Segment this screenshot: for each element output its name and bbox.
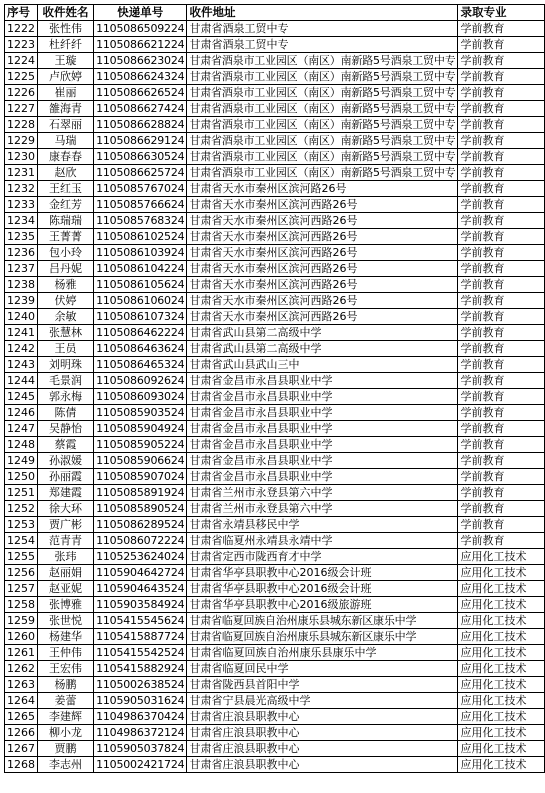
- row-major: 应用化工技术: [458, 757, 545, 773]
- row-major: 应用化工技术: [458, 677, 545, 693]
- table-row: [5, 437, 545, 453]
- row-major: 应用化工技术: [458, 741, 545, 757]
- row-major: 学前教育: [458, 69, 545, 85]
- row-id: 1239: [5, 293, 38, 309]
- row-address: 甘肃省临夏州永靖县永靖中学: [187, 533, 458, 549]
- row-id: 1259: [5, 613, 38, 629]
- row-major: 学前教育: [458, 309, 545, 325]
- row-name: 郭永梅: [38, 389, 94, 405]
- row-name: 卢欣婷: [38, 69, 94, 85]
- row-id: 1228: [5, 117, 38, 133]
- row-id: 1267: [5, 741, 38, 757]
- row-name: 张性伟: [38, 21, 94, 37]
- row-tracking-number: 1105086104224: [94, 261, 187, 277]
- row-name: 贾鹏: [38, 741, 94, 757]
- row-address: 甘肃省天水市秦州区滨河西路26号: [187, 261, 458, 277]
- row-tracking-number: 1105904642724: [94, 565, 187, 581]
- row-tracking-number: 1105085891924: [94, 485, 187, 501]
- row-name: 伏婷: [38, 293, 94, 309]
- header-major: 录取专业: [458, 5, 545, 21]
- row-name: 雒海青: [38, 101, 94, 117]
- row-id: 1226: [5, 85, 38, 101]
- row-id: 1266: [5, 725, 38, 741]
- table-row: [5, 597, 545, 613]
- row-id: 1261: [5, 645, 38, 661]
- row-major: 应用化工技术: [458, 597, 545, 613]
- row-address: 甘肃省兰州市永登县第六中学: [187, 485, 458, 501]
- row-id: 1253: [5, 517, 38, 533]
- row-tracking-number: 1105086072224: [94, 533, 187, 549]
- table-row: [5, 213, 545, 229]
- row-id: 1252: [5, 501, 38, 517]
- row-id: 1260: [5, 629, 38, 645]
- row-name: 郑建霞: [38, 485, 94, 501]
- row-id: 1237: [5, 261, 38, 277]
- row-name: 王员: [38, 341, 94, 357]
- row-major: 学前教育: [458, 37, 545, 53]
- row-id: 1268: [5, 757, 38, 773]
- header-id: 序号: [5, 5, 38, 21]
- row-tracking-number: 1105086465324: [94, 357, 187, 373]
- table-row: [5, 245, 545, 261]
- row-name: 李志州: [38, 757, 94, 773]
- row-tracking-number: 1105085890524: [94, 501, 187, 517]
- row-major: 学前教育: [458, 341, 545, 357]
- row-major: 学前教育: [458, 165, 545, 181]
- row-major: 应用化工技术: [458, 645, 545, 661]
- row-name: 孙丽霞: [38, 469, 94, 485]
- row-major: 学前教育: [458, 277, 545, 293]
- row-name: 刘明珠: [38, 357, 94, 373]
- table-row: [5, 373, 545, 389]
- table-row: [5, 293, 545, 309]
- row-id: 1225: [5, 69, 38, 85]
- row-major: 应用化工技术: [458, 565, 545, 581]
- row-name: 石翠丽: [38, 117, 94, 133]
- row-address: 甘肃省金昌市永昌县职业中学: [187, 389, 458, 405]
- row-id: 1251: [5, 485, 38, 501]
- table-row: [5, 85, 545, 101]
- row-name: 陈倩: [38, 405, 94, 421]
- table-row: [5, 357, 545, 373]
- row-major: 学前教育: [458, 437, 545, 453]
- row-address: 甘肃省庄浪县职教中心: [187, 725, 458, 741]
- row-major: 学前教育: [458, 53, 545, 69]
- row-address: 甘肃省金昌市永昌县职业中学: [187, 453, 458, 469]
- row-tracking-number: 1105086102524: [94, 229, 187, 245]
- row-major: 应用化工技术: [458, 581, 545, 597]
- row-id: 1234: [5, 213, 38, 229]
- row-name: 赵丽娟: [38, 565, 94, 581]
- row-address: 甘肃省金昌市永昌县职业中学: [187, 421, 458, 437]
- row-major: 应用化工技术: [458, 709, 545, 725]
- row-tracking-number: 1105085904924: [94, 421, 187, 437]
- row-id: 1238: [5, 277, 38, 293]
- row-id: 1235: [5, 229, 38, 245]
- row-major: 学前教育: [458, 533, 545, 549]
- row-major: 学前教育: [458, 485, 545, 501]
- row-address: 甘肃省武山县第二高级中学: [187, 325, 458, 341]
- row-tracking-number: 1105086103924: [94, 245, 187, 261]
- row-tracking-number: 1105002421724: [94, 757, 187, 773]
- table-row: [5, 341, 545, 357]
- row-name: 杨建华: [38, 629, 94, 645]
- row-address: 甘肃省金昌市永昌县职业中学: [187, 437, 458, 453]
- row-address: 甘肃省酒泉工贸中专: [187, 37, 458, 53]
- row-major: 学前教育: [458, 85, 545, 101]
- row-address: 甘肃省酒泉市工业园区（南区）南新路5号酒泉工贸中专: [187, 101, 458, 117]
- row-name: 崔丽: [38, 85, 94, 101]
- table-row: [5, 309, 545, 325]
- row-address: 甘肃省武山县武山三中: [187, 357, 458, 373]
- row-address: 甘肃省临夏回民中学: [187, 661, 458, 677]
- row-tracking-number: 1105086621224: [94, 37, 187, 53]
- row-name: 孙淑媛: [38, 453, 94, 469]
- row-id: 1222: [5, 21, 38, 37]
- row-address: 甘肃省天水市秦州区滨河西路26号: [187, 229, 458, 245]
- header-name: 收件姓名: [38, 5, 94, 21]
- row-tracking-number: 1105415882924: [94, 661, 187, 677]
- row-tracking-number: 1105086462224: [94, 325, 187, 341]
- table-row: [5, 101, 545, 117]
- row-id: 1242: [5, 341, 38, 357]
- row-name: 金红芳: [38, 197, 94, 213]
- row-major: 学前教育: [458, 389, 545, 405]
- row-id: 1232: [5, 181, 38, 197]
- row-id: 1264: [5, 693, 38, 709]
- row-address: 甘肃省定西市陇西育才中学: [187, 549, 458, 565]
- row-id: 1254: [5, 533, 38, 549]
- row-address: 甘肃省天水市秦州区滨河西路26号: [187, 213, 458, 229]
- row-address: 甘肃省陇西县首阳中学: [187, 677, 458, 693]
- row-address: 甘肃省临夏回族自治州康乐县城东新区康乐中学: [187, 629, 458, 645]
- row-address: 甘肃省金昌市永昌县职业中学: [187, 405, 458, 421]
- row-tracking-number: 1105086463624: [94, 341, 187, 357]
- row-name: 贾广彬: [38, 517, 94, 533]
- row-address: 甘肃省酒泉市工业园区（南区）南新路5号酒泉工贸中专: [187, 69, 458, 85]
- row-major: 学前教育: [458, 453, 545, 469]
- row-id: 1248: [5, 437, 38, 453]
- row-id: 1236: [5, 245, 38, 261]
- row-major: 学前教育: [458, 261, 545, 277]
- row-major: 应用化工技术: [458, 725, 545, 741]
- row-tracking-number: 1105085906624: [94, 453, 187, 469]
- row-major: 学前教育: [458, 21, 545, 37]
- row-major: 学前教育: [458, 213, 545, 229]
- row-tracking-number: 1105086628824: [94, 117, 187, 133]
- row-address: 甘肃省酒泉市工业园区（南区）南新路5号酒泉工贸中专: [187, 133, 458, 149]
- row-address: 甘肃省酒泉市工业园区（南区）南新路5号酒泉工贸中专: [187, 53, 458, 69]
- row-major: 学前教育: [458, 469, 545, 485]
- row-major: 学前教育: [458, 101, 545, 117]
- row-major: 学前教育: [458, 517, 545, 533]
- row-address: 甘肃省金昌市永昌县职业中学: [187, 469, 458, 485]
- row-address: 甘肃省酒泉市工业园区（南区）南新路5号酒泉工贸中专: [187, 117, 458, 133]
- table-row: [5, 229, 545, 245]
- header-tracking: 快递单号: [94, 5, 187, 21]
- row-name: 赵亚妮: [38, 581, 94, 597]
- table-row: [5, 165, 545, 181]
- row-id: 1224: [5, 53, 38, 69]
- row-name: 吕丹妮: [38, 261, 94, 277]
- row-major: 应用化工技术: [458, 693, 545, 709]
- row-address: 甘肃省华亭县职教中心2016级会计班: [187, 581, 458, 597]
- row-address: 甘肃省兰州市永登县第六中学: [187, 501, 458, 517]
- row-tracking-number: 1104986370424: [94, 709, 187, 725]
- row-address: 甘肃省酒泉工贸中专: [187, 21, 458, 37]
- row-name: 吴静怡: [38, 421, 94, 437]
- row-id: 1245: [5, 389, 38, 405]
- row-address: 甘肃省酒泉市工业园区（南区）南新路5号酒泉工贸中专: [187, 165, 458, 181]
- row-major: 学前教育: [458, 229, 545, 245]
- row-id: 1230: [5, 149, 38, 165]
- table-row: [5, 325, 545, 341]
- row-tracking-number: 1105905037824: [94, 741, 187, 757]
- row-address: 甘肃省天水市秦州区滨河路26号: [187, 181, 458, 197]
- row-name: 毛景润: [38, 373, 94, 389]
- row-address: 甘肃省武山县第二高级中学: [187, 341, 458, 357]
- row-major: 学前教育: [458, 501, 545, 517]
- row-address: 甘肃省庄浪县职教中心: [187, 741, 458, 757]
- row-tracking-number: 1105085766624: [94, 197, 187, 213]
- row-name: 赵欣: [38, 165, 94, 181]
- row-id: 1240: [5, 309, 38, 325]
- row-major: 学前教育: [458, 245, 545, 261]
- row-tracking-number: 1105086625724: [94, 165, 187, 181]
- row-tracking-number: 1105086105624: [94, 277, 187, 293]
- row-address: 甘肃省酒泉市工业园区（南区）南新路5号酒泉工贸中专: [187, 149, 458, 165]
- row-tracking-number: 1105086093024: [94, 389, 187, 405]
- row-address: 甘肃省临夏回族自治州康乐县康乐中学: [187, 645, 458, 661]
- table-row: [5, 517, 545, 533]
- row-address: 甘肃省庄浪县职教中心: [187, 757, 458, 773]
- row-tracking-number: 1105085767024: [94, 181, 187, 197]
- row-major: 学前教育: [458, 181, 545, 197]
- table-row: [5, 261, 545, 277]
- table-row: [5, 485, 545, 501]
- row-name: 康春春: [38, 149, 94, 165]
- row-address: 甘肃省金昌市永昌县职业中学: [187, 373, 458, 389]
- row-name: 陈瑞瑞: [38, 213, 94, 229]
- row-major: 学前教育: [458, 149, 545, 165]
- row-name: 马瑞: [38, 133, 94, 149]
- row-name: 包小玲: [38, 245, 94, 261]
- row-address: 甘肃省庄浪县职教中心: [187, 709, 458, 725]
- row-id: 1241: [5, 325, 38, 341]
- row-id: 1258: [5, 597, 38, 613]
- shipment-table: [4, 4, 545, 773]
- table-row: [5, 741, 545, 757]
- row-address: 甘肃省天水市秦州区滨河西路26号: [187, 309, 458, 325]
- row-tracking-number: 1105253624024: [94, 549, 187, 565]
- row-address: 甘肃省永靖县移民中学: [187, 517, 458, 533]
- row-id: 1231: [5, 165, 38, 181]
- table-row: [5, 533, 545, 549]
- row-major: 应用化工技术: [458, 661, 545, 677]
- table-row: [5, 581, 545, 597]
- row-major: 学前教育: [458, 421, 545, 437]
- row-id: 1229: [5, 133, 38, 149]
- table-row: [5, 197, 545, 213]
- row-major: 应用化工技术: [458, 549, 545, 565]
- row-major: 学前教育: [458, 197, 545, 213]
- row-address: 甘肃省宁县晨光高级中学: [187, 693, 458, 709]
- row-id: 1250: [5, 469, 38, 485]
- row-tracking-number: 1105085768324: [94, 213, 187, 229]
- row-name: 张博雅: [38, 597, 94, 613]
- row-name: 李建辉: [38, 709, 94, 725]
- table-row: [5, 469, 545, 485]
- table-row: [5, 613, 545, 629]
- row-address: 甘肃省天水市秦州区滨河西路26号: [187, 293, 458, 309]
- row-name: 张慧林: [38, 325, 94, 341]
- row-tracking-number: 1105904643524: [94, 581, 187, 597]
- row-tracking-number: 1105905031624: [94, 693, 187, 709]
- table-row: [5, 117, 545, 133]
- table-row: [5, 645, 545, 661]
- row-major: 学前教育: [458, 357, 545, 373]
- row-tracking-number: 1105086627424: [94, 101, 187, 117]
- table-row: [5, 133, 545, 149]
- row-id: 1257: [5, 581, 38, 597]
- table-row: [5, 693, 545, 709]
- row-id: 1263: [5, 677, 38, 693]
- row-major: 学前教育: [458, 405, 545, 421]
- row-id: 1244: [5, 373, 38, 389]
- row-id: 1223: [5, 37, 38, 53]
- row-name: 余敏: [38, 309, 94, 325]
- row-name: 范青青: [38, 533, 94, 549]
- row-name: 柳小龙: [38, 725, 94, 741]
- row-tracking-number: 1105086289524: [94, 517, 187, 533]
- row-major: 学前教育: [458, 293, 545, 309]
- row-id: 1262: [5, 661, 38, 677]
- row-tracking-number: 1105903584924: [94, 597, 187, 613]
- row-major: 学前教育: [458, 325, 545, 341]
- row-major: 学前教育: [458, 133, 545, 149]
- row-name: 王仲伟: [38, 645, 94, 661]
- table-row: [5, 421, 545, 437]
- row-name: 张玮: [38, 549, 94, 565]
- row-address: 甘肃省酒泉市工业园区（南区）南新路5号酒泉工贸中专: [187, 85, 458, 101]
- row-address: 甘肃省临夏回族自治州康乐县城东新区康乐中学: [187, 613, 458, 629]
- header-address: 收件地址: [187, 5, 458, 21]
- row-id: 1233: [5, 197, 38, 213]
- row-name: 杨鹏: [38, 677, 94, 693]
- row-id: 1227: [5, 101, 38, 117]
- table-row: [5, 181, 545, 197]
- row-major: 学前教育: [458, 117, 545, 133]
- table-row: [5, 21, 545, 37]
- table-row: [5, 405, 545, 421]
- table-row: [5, 549, 545, 565]
- row-id: 1247: [5, 421, 38, 437]
- table-row: [5, 661, 545, 677]
- row-major: 应用化工技术: [458, 613, 545, 629]
- table-row: [5, 677, 545, 693]
- row-name: 王璇: [38, 53, 94, 69]
- row-name: 张世悦: [38, 613, 94, 629]
- table-row: [5, 389, 545, 405]
- row-tracking-number: 1105086630524: [94, 149, 187, 165]
- row-tracking-number: 1105415887724: [94, 629, 187, 645]
- row-id: 1265: [5, 709, 38, 725]
- row-major: 应用化工技术: [458, 629, 545, 645]
- row-id: 1255: [5, 549, 38, 565]
- row-tracking-number: 1105085905224: [94, 437, 187, 453]
- row-id: 1256: [5, 565, 38, 581]
- row-tracking-number: 1105002638524: [94, 677, 187, 693]
- table-row: [5, 565, 545, 581]
- table-row: [5, 53, 545, 69]
- row-tracking-number: 1104986372124: [94, 725, 187, 741]
- row-tracking-number: 1105085907024: [94, 469, 187, 485]
- row-tracking-number: 1105086509224: [94, 21, 187, 37]
- table-row: [5, 709, 545, 725]
- table-row: [5, 277, 545, 293]
- row-tracking-number: 1105086623024: [94, 53, 187, 69]
- row-tracking-number: 1105086626524: [94, 85, 187, 101]
- row-name: 王宏伟: [38, 661, 94, 677]
- header-row: [5, 5, 545, 21]
- row-name: 杨雅: [38, 277, 94, 293]
- row-id: 1246: [5, 405, 38, 421]
- row-address: 甘肃省华亭县职教中心2016级会计班: [187, 565, 458, 581]
- row-tracking-number: 1105086624324: [94, 69, 187, 85]
- row-name: 蔡霞: [38, 437, 94, 453]
- row-tracking-number: 1105086106024: [94, 293, 187, 309]
- row-tracking-number: 1105086629124: [94, 133, 187, 149]
- row-name: 杜纤纤: [38, 37, 94, 53]
- row-name: 徐大环: [38, 501, 94, 517]
- table-row: [5, 725, 545, 741]
- row-tracking-number: 1105086107324: [94, 309, 187, 325]
- row-major: 学前教育: [458, 373, 545, 389]
- row-tracking-number: 1105085903524: [94, 405, 187, 421]
- row-tracking-number: 1105415542524: [94, 645, 187, 661]
- row-tracking-number: 1105415545624: [94, 613, 187, 629]
- row-id: 1249: [5, 453, 38, 469]
- row-address: 甘肃省天水市秦州区滨河西路26号: [187, 197, 458, 213]
- table-row: [5, 37, 545, 53]
- row-tracking-number: 1105086092624: [94, 373, 187, 389]
- row-name: 王菁菁: [38, 229, 94, 245]
- row-address: 甘肃省天水市秦州区滨河西路26号: [187, 277, 458, 293]
- row-name: 王红玉: [38, 181, 94, 197]
- table-row: [5, 757, 545, 773]
- table-row: [5, 149, 545, 165]
- row-id: 1243: [5, 357, 38, 373]
- row-name: 姜蕾: [38, 693, 94, 709]
- table-row: [5, 69, 545, 85]
- table-row: [5, 453, 545, 469]
- row-address: 甘肃省天水市秦州区滨河西路26号: [187, 245, 458, 261]
- row-address: 甘肃省华亭县职教中心2016级旅游班: [187, 597, 458, 613]
- table-row: [5, 629, 545, 645]
- table-row: [5, 501, 545, 517]
